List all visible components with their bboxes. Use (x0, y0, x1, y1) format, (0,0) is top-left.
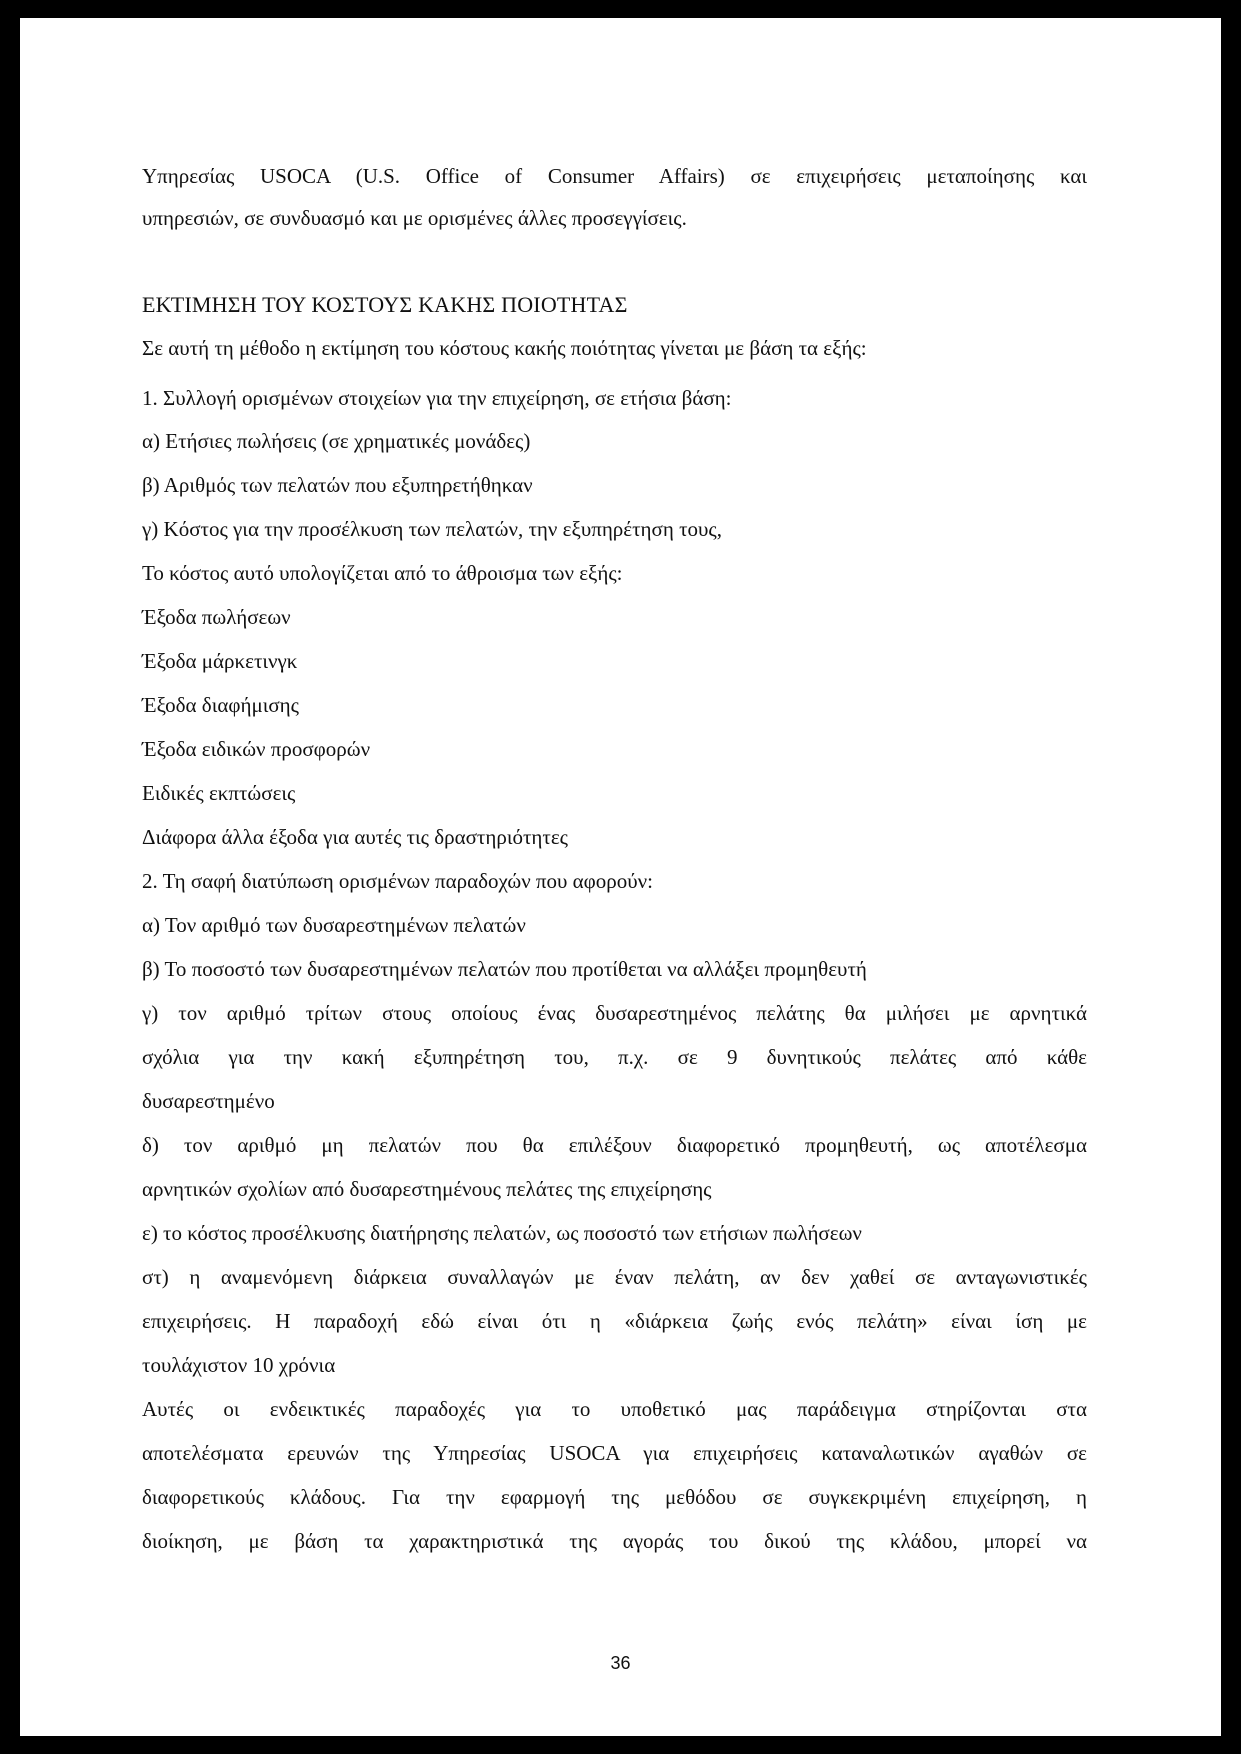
list-item: στ) η αναμενόμενη διάρκεια συναλλαγών με έναν πελάτη, αν δεν χαθεί σε ανταγωνιστικές (142, 1265, 1087, 1289)
text-line: επιχειρήσεις. Η παραδοχή εδώ είναι ότι η «διάρκεια ζωής ενός πελάτη» είναι ίση με (142, 1309, 1087, 1333)
list-item: Έξοδα ειδικών προσφορών (142, 737, 371, 761)
text-line: δυσαρεστημένο (142, 1089, 275, 1113)
text-line: Υπηρεσίας USOCA (U.S. Office of Consumer Affairs) σε επιχειρήσεις μεταποίησης και (142, 164, 1087, 188)
list-item: β) Αριθμός των πελατών που εξυπηρετήθηκαν (142, 473, 533, 497)
text-line: διοίκηση, με βάση τα χαρακτηριστικά της αγοράς του δικού της κλάδου, μπορεί να (142, 1529, 1087, 1553)
list-item: β) Το ποσοστό των δυσαρεστημένων πελατών που προτίθεται να αλλάξει προμηθευτή (142, 957, 867, 981)
list-item: α) Ετήσιες πωλήσεις (σε χρηματικές μονάδες) (142, 429, 531, 453)
page-number: 36 (610, 1653, 631, 1673)
document-page (20, 18, 1221, 1736)
list-item: γ) Κόστος για την προσέλκυση των πελατών, την εξυπηρέτηση τους, (142, 517, 722, 541)
text-line: 1. Συλλογή ορισμένων στοιχείων για την επιχείρηση, σε ετήσια βάση: (142, 386, 732, 410)
list-item: Έξοδα πωλήσεων (142, 605, 291, 629)
list-item: Έξοδα διαφήμισης (142, 693, 299, 717)
list-item: Ειδικές εκπτώσεις (142, 781, 296, 805)
list-item: γ) τον αριθμό τρίτων στους οποίους ένας δυσαρεστημένος πελάτης θα μιλήσει με αρνητικά (142, 1001, 1087, 1025)
text-line: 2. Τη σαφή διατύπωση ορισμένων παραδοχών που αφορούν: (142, 869, 654, 893)
text-line: σχόλια για την κακή εξυπηρέτηση του, π.χ. σε 9 δυνητικούς πελάτες από κάθε (142, 1045, 1087, 1069)
list-item: Διάφορα άλλα έξοδα για αυτές τις δραστηριότητες (142, 825, 568, 849)
list-item: δ) τον αριθμό μη πελατών που θα επιλέξουν διαφορετικό προμηθευτή, ως αποτέλεσμα (142, 1133, 1087, 1157)
text-line: Το κόστος αυτό υπολογίζεται από το άθροισμα των εξής: (142, 561, 623, 585)
text-line: υπηρεσιών, σε συνδυασμό και με ορισμένες άλλες προσεγγίσεις. (142, 206, 687, 230)
text-line: διαφορετικούς κλάδους. Για την εφαρμογή της μεθόδου σε συγκεκριμένη επιχείρηση, η (142, 1485, 1087, 1509)
list-item: ε) το κόστος προσέλκυσης διατήρησης πελατών, ως ποσοστό των ετήσιων πωλήσεων (142, 1221, 862, 1245)
text-line: αποτελέσματα ερευνών της Υπηρεσίας USOCA για επιχειρήσεις καταναλωτικών αγαθών σε (142, 1441, 1087, 1465)
section-heading: ΕΚΤΙΜΗΣΗ ΤΟΥ ΚΟΣΤΟΥΣ ΚΑΚΗΣ ΠΟΙΟΤΗΤΑΣ (142, 292, 628, 317)
text-line: Σε αυτή τη μέθοδο η εκτίμηση του κόστους κακής ποιότητας γίνεται με βάση τα εξής: (142, 336, 867, 360)
list-item: Έξοδα μάρκετινγκ (142, 649, 298, 673)
list-item: α) Τον αριθμό των δυσαρεστημένων πελατών (142, 913, 526, 937)
text-line: Αυτές οι ενδεικτικές παραδοχές για το υποθετικό μας παράδειγμα στηρίζονται στα (142, 1397, 1087, 1421)
text-line: αρνητικών σχολίων από δυσαρεστημένους πελάτες της επιχείρησης (142, 1177, 712, 1201)
text-line: τουλάχιστον 10 χρόνια (142, 1353, 336, 1377)
